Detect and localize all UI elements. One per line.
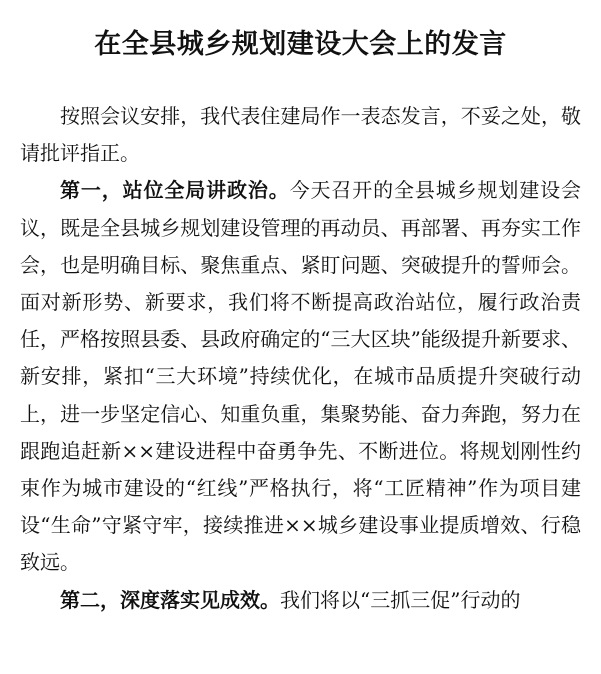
paragraph-text: 今天召开的全县城乡规划建设会议，既是全县城乡规划建设管理的再动员、再部署、再夯实工作会，也是明确目标、聚焦重点、紧盯问题、突破提升的誓师会。面对新形势、新要求，我们将不断提高政治站位，履行政治责任，严格按照县委、县政府确定的“三大区块”能级提升新要求、新安排，紧扣“三大环境”持续优化，在城市品质提升突破行动上，进一步坚定信心、知重负重，集聚势能、奋力奔跑，努力在跟跑追赶新××建设进程中奋勇争先、不断进位。将规划刚性约束作为城市建设的“红线”严格执行，将“工匠精神”作为项目建设“生命”守紧守牢，接续推进××城乡建设事业提质增效、行稳致远。 [20,178,581,575]
paragraph-point-one [20,172,581,581]
document-body [20,98,581,619]
paragraph-text: 我们将以“三抓三促”行动的 [280,587,521,612]
paragraph-lead: 第一，站位全局讲政治。 [60,178,290,203]
paragraph-text: 按照会议安排，我代表住建局作一表态发言，不妥之处，敬请批评指正。 [20,104,581,166]
paragraph-lead: 第二，深度落实见成效。 [60,587,280,612]
paragraph-point-two [20,582,581,619]
document-title: 在全县城乡规划建设大会上的发言 [94,29,507,60]
paragraph-intro [20,98,581,172]
